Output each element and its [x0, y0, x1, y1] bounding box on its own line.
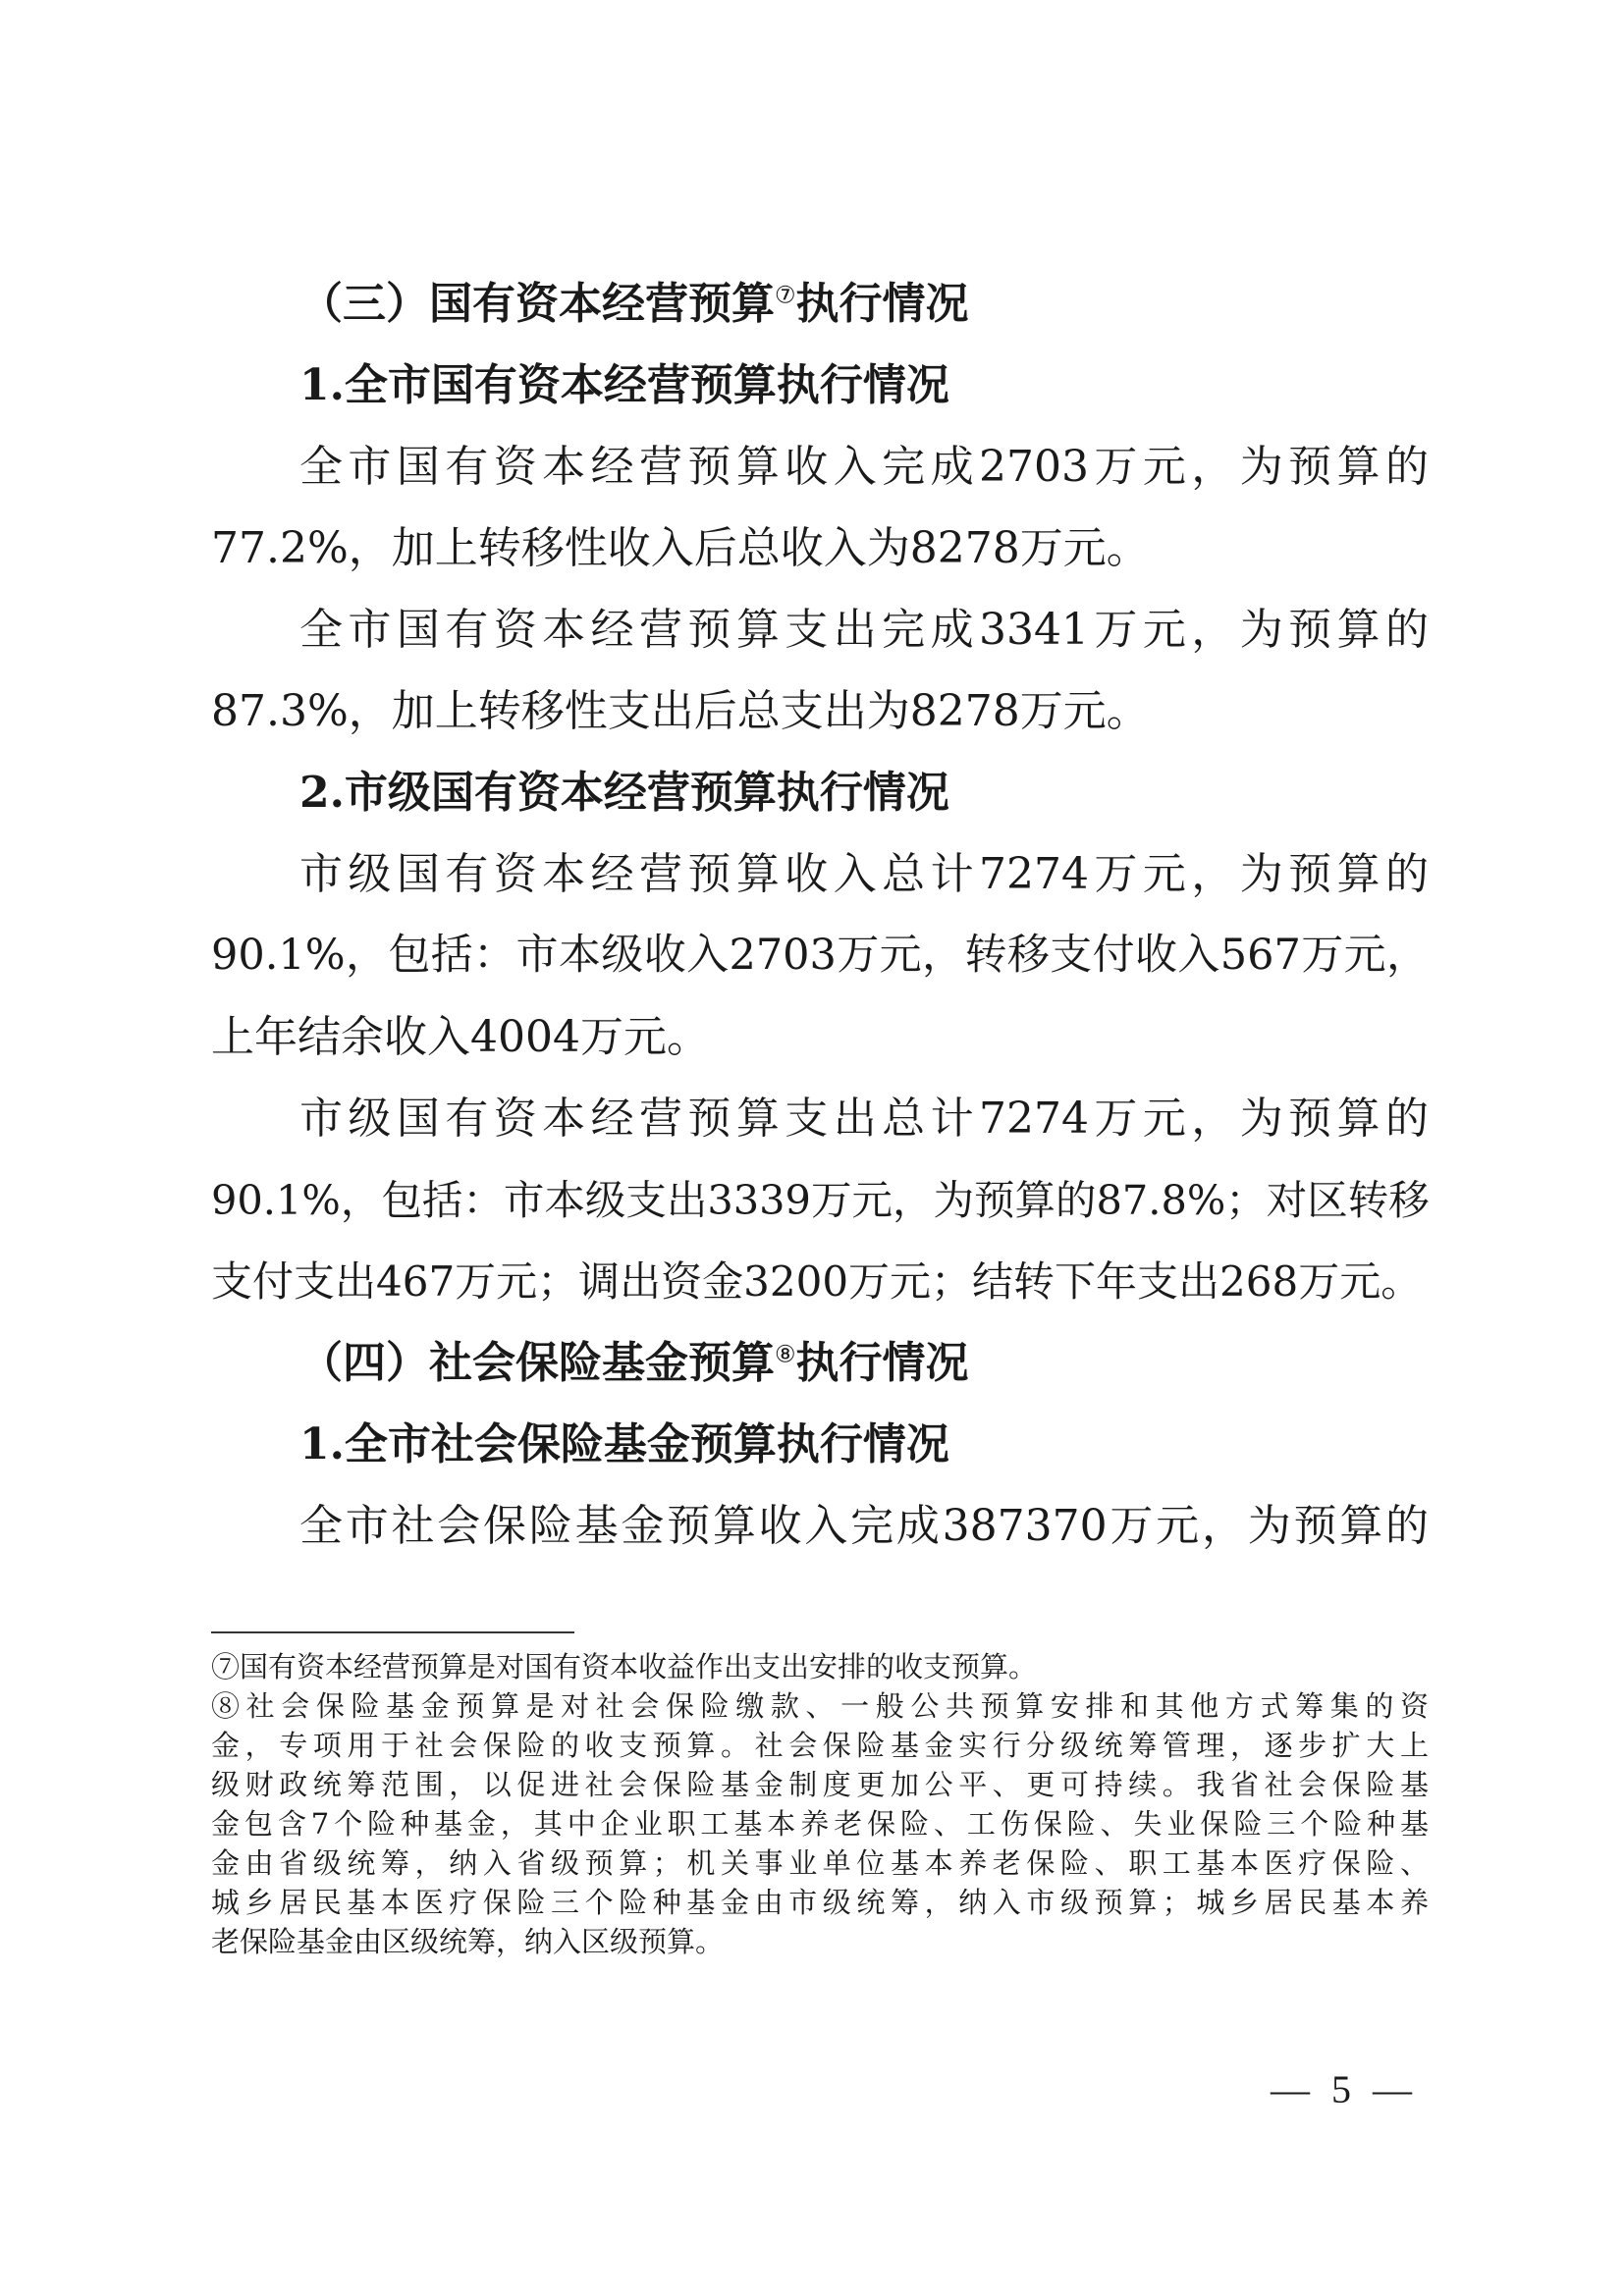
paragraph-line: 市级国有资本经营预算收入总计7274万元，为预算的: [299, 849, 1429, 899]
paragraph-line: 全市国有资本经营预算支出完成3341万元，为预算的: [299, 605, 1429, 655]
heading-text: 执行情况: [795, 279, 969, 329]
footnote-8-line: 金由省级统筹，纳入省级预算；机关事业单位基本养老保险、职工基本医疗保险、: [211, 1846, 1429, 1880]
paragraph-line: 市级国有资本经营预算支出总计7274万元，为预算的: [299, 1094, 1429, 1144]
paragraph-line: 77.2%，加上转移性收入后总收入为8278万元。: [211, 523, 1150, 573]
page-number: — 5 —: [1271, 2067, 1418, 2111]
footnote-8-line: 城乡居民基本医疗保险三个险种基金由市级统筹，纳入市级预算；城乡居民基本养: [211, 1886, 1429, 1919]
footnotes: [211, 1647, 1429, 1961]
paragraph-line: 90.1%，包括：市本级收入2703万元，转移支付收入567万元，: [211, 931, 1429, 980]
paragraph-line: 支付支出467万元；调出资金3200万元；结转下年支出268万元。: [211, 1257, 1423, 1306]
footnote-divider: [211, 1631, 574, 1633]
paragraph-line: 全市社会保险基金预算收入完成387370万元，为预算的: [299, 1501, 1429, 1551]
subheading-municipal-state-capital: 2.市级国有资本经营预算执行情况: [299, 768, 949, 818]
footnote-8-line: ⑧社会保险基金预算是对社会保险缴款、一般公共预算安排和其他方式筹集的资: [211, 1689, 1429, 1723]
paragraph-line: 上年结余收入4004万元。: [211, 1012, 710, 1062]
section-heading-state-capital: [211, 263, 1429, 345]
heading-text: （四）社会保险基金预算: [299, 1338, 775, 1388]
section-heading-social-insurance: [211, 1322, 1429, 1404]
document-body: [211, 263, 1429, 1567]
footnote-marker-8: ⑧: [775, 1340, 796, 1368]
footnote-7: ⑦国有资本经营预算是对国有资本收益作出支出安排的收支预算。: [211, 1650, 1038, 1683]
footnote-8-line: 级财政统筹范围，以促进社会保险基金制度更加公平、更可持续。我省社会保险基: [211, 1768, 1429, 1801]
footnote-8-line: 金，专项用于社会保险的收支预算。社会保险基金实行分级统筹管理，逐步扩大上: [211, 1729, 1429, 1762]
footnote-8-line: 金包含7个险种基金，其中企业职工基本养老保险、工伤保险、失业保险三个险种基: [211, 1807, 1429, 1841]
paragraph-line: 87.3%，加上转移性支出后总支出为8278万元。: [211, 686, 1150, 736]
subheading-city-wide-state-capital: 1.全市国有资本经营预算执行情况: [299, 360, 949, 410]
footnote-8-line: 老保险基金由区级统筹，纳入区级预算。: [211, 1925, 725, 1958]
paragraph-line: 90.1%，包括：市本级支出3339万元，为预算的87.8%；对区转移: [211, 1176, 1430, 1224]
heading-text: 执行情况: [795, 1338, 969, 1388]
heading-text: （三）国有资本经营预算: [299, 279, 775, 329]
subheading-city-wide-social-insurance: 1.全市社会保险基金预算执行情况: [299, 1419, 949, 1469]
footnote-marker-7: ⑦: [775, 281, 796, 309]
paragraph-line: 全市国有资本经营预算收入完成2703万元，为预算的: [299, 442, 1429, 492]
